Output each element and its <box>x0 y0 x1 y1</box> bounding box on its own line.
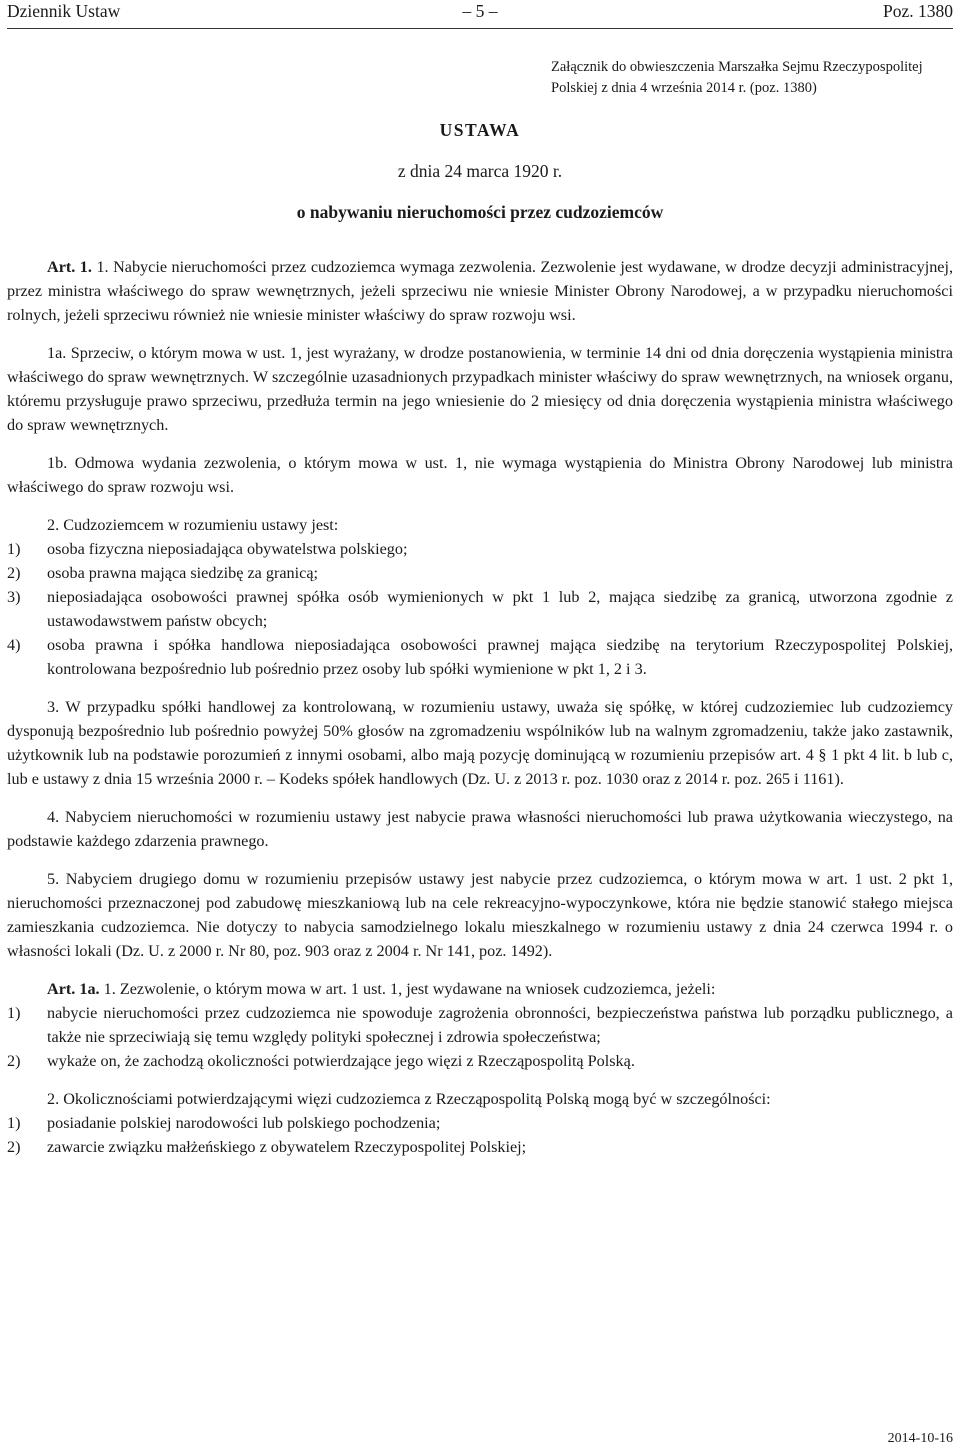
publication-date: 2014-10-16 <box>887 1431 953 1446</box>
item-text: osoba prawna mająca siedzibę za granicą; <box>47 564 318 582</box>
art1-p5: 5. Nabyciem drugiego domu w rozumieniu przepisów ustawy jest nabycie przez cudzoziemca, o którym mowa w art. 1 ust. 2 pkt 1, nieruchomości przeznaczonej pod zabudowę mieszkaniową lub na cele rekreacyjno-wypoczynkowe, która nie będzie stanowić stałego miejsca zamieszkania cudzoziemca. Nie dotyczy to nabycia samodzielnego lokalu mieszkalnego w rozumieniu ustawy z dnia 24 czerwca 1994 r. o własności lokali (Dz. U. z 2000 r. Nr 80, poz. 903 oraz z 2004 r. Nr 141, poz. 1492). <box>7 870 953 960</box>
position-number: Poz. 1380 <box>883 1 953 21</box>
art1a-p1-item <box>7 1049 953 1073</box>
art1a-p2: 2. Okolicznościami potwierdzającymi więzi cudzoziemca z Rzecząpospolitą Polską mogą być w szczególności: <box>47 1090 771 1108</box>
item-number: 1) <box>7 1004 21 1022</box>
act-subject: o nabywaniu nieruchomości przez cudzoziemców <box>296 202 664 222</box>
item-text: posiadanie polskiej narodowości lub polskiego pochodzenia; <box>47 1114 441 1132</box>
art1-p2-item <box>7 537 953 561</box>
art1a-p2-item <box>7 1135 953 1159</box>
item-number: 4) <box>7 636 21 654</box>
art1a-p1-text: 1. Zezwolenie, o którym mowa w art. 1 ust. 1, jest wydawane na wniosek cudzoziemca, jeżeli: <box>103 980 716 998</box>
art1-p2: 2. Cudzoziemcem w rozumieniu ustawy jest: <box>47 516 339 534</box>
item-number: 1) <box>7 1114 21 1132</box>
document-body <box>7 255 953 1159</box>
art1-label: Art. 1. <box>47 258 92 276</box>
item-number: 1) <box>7 540 21 558</box>
act-kind: USTAWA <box>439 120 521 140</box>
header-rule <box>7 28 953 29</box>
item-number: 2) <box>7 1052 21 1070</box>
art1-p1-text: 1. Nabycie nieruchomości przez cudzoziemca wymaga zezwolenia. Zezwolenie jest wydawane, w drodze decyzji administracyjnej, przez ministra właściwego do spraw wewnętrznych, jeżeli sprzeciwu nie wniesie Minister Obrony Narodowej, a w przypadku nieruchomości rolnych, jeżeli sprzeciwu również nie wniesie minister właściwy do spraw rozwoju wsi. <box>7 258 954 324</box>
art1-p1 <box>7 255 953 327</box>
page-header <box>7 0 953 26</box>
art1a-label: Art. 1a. <box>47 980 100 998</box>
art1a-p1 <box>7 977 953 1001</box>
item-text: nabycie nieruchomości przez cudzoziemca nie spowoduje zagrożenia obronności, bezpieczeństwa państwa lub porządku publicznego, a także nie sprzeciwiają się temu względy polityki społecznej i zdrowia społeczeństwa; <box>47 1004 953 1046</box>
item-text: wykaże on, że zachodzą okoliczności potwierdzające jego więzi z Rzecząpospolitą Polską. <box>47 1052 635 1070</box>
item-number: 3) <box>7 588 21 606</box>
art1-p1a: 1a. Sprzeciw, o którym mowa w ust. 1, jest wyrażany, w drodze postanowienia, w terminie 14 dni od dnia doręczenia wystąpienia ministra właściwego do spraw wewnętrznych. W szczególnie uzasadnionych przypadkach minister właściwy do spraw wewnętrznych, na wniosek organu, któremu przysługuje prawo sprzeciwu, przedłuża termin na jego wniesienie do 2 miesięcy od dnia doręczenia wystąpienia ministra właściwego do spraw wewnętrznych. <box>7 344 953 434</box>
item-text: osoba prawna i spółka handlowa nieposiadająca osobowości prawnej mająca siedzibę na terytorium Rzeczypospolitej Polskiej, kontrolowana bezpośrednio lub pośrednio przez osoby lub spółki wymienione w pkt 1, 2 i 3. <box>47 636 953 678</box>
art1a-p1-item <box>7 1001 953 1049</box>
act-date: z dnia 24 marca 1920 r. <box>397 161 563 181</box>
art1-p2-item <box>7 585 953 633</box>
item-text: osoba fizyczna nieposiadająca obywatelstwa polskiego; <box>47 540 408 558</box>
art1-p2-item <box>7 561 953 585</box>
item-text: nieposiadająca osobowości prawnej spółka osób wymienionych w pkt 1 lub 2, mająca siedzibę za granicą, utworzona zgodnie z ustawodawstwem państw obcych; <box>47 588 953 630</box>
item-text: zawarcie związku małżeńskiego z obywatelem Rzeczypospolitej Polskiej; <box>47 1138 527 1156</box>
journal-name: Dziennik Ustaw <box>7 1 121 21</box>
art1-p3: 3. W przypadku spółki handlowej za kontrolowaną, w rozumieniu ustawy, uważa się spółkę, w której cudzoziemiec lub cudzoziemcy dysponują bezpośrednio lub pośrednio powyżej 50% głosów na zgromadzeniu wspólników lub na walnym zgromadzeniu, także jako zastawnik, użytkownik lub na podstawie porozumień z innymi osobami, albo mają pozycję dominującą w rozumieniu przepisów art. 4 § 1 pkt 4 lit. b lub c, lub e ustawy z dnia 15 września 2000 r. – Kodeks spółek handlowych (Dz. U. z 2013 r. poz. 1030 oraz z 2014 r. poz. 265 i 1161). <box>7 698 953 788</box>
annex-note: Załącznik do obwieszczenia Marszałka Sejmu Rzeczypospolitej Polskiej z dnia 4 września 2014 r. (poz. 1380) <box>551 59 923 96</box>
page-number: – 5 – <box>462 1 498 21</box>
art1-p2-item <box>7 633 953 681</box>
art1a-p2-item <box>7 1111 953 1135</box>
art1-p4: 4. Nabyciem nieruchomości w rozumieniu ustawy jest nabycie prawa własności nieruchomości lub prawa użytkowania wieczystego, na podstawie każdego zdarzenia prawnego. <box>7 808 953 850</box>
art1-p1b: 1b. Odmowa wydania zezwolenia, o którym mowa w ust. 1, nie wymaga wystąpienia do Ministra Obrony Narodowej lub ministra właściwego do spraw rozwoju wsi. <box>7 454 953 496</box>
item-number: 2) <box>7 564 21 582</box>
item-number: 2) <box>7 1138 21 1156</box>
